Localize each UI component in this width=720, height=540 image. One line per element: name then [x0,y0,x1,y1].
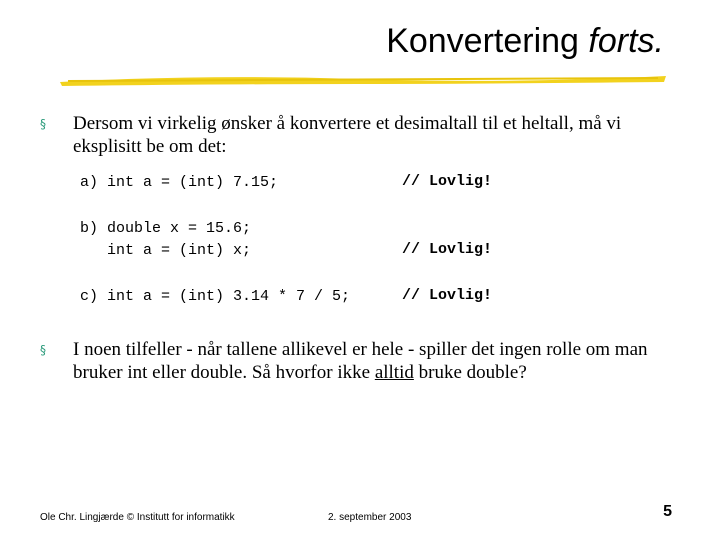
bullet-2 [40,338,680,384]
comment-b: // Lovlig! [402,241,493,258]
footer-author: Ole Chr. Lingjærde © Institutt for informatikk [40,512,235,523]
title-italic: forts. [588,22,664,60]
bullet-marker: § [40,117,46,131]
bullet-2-text-start: I noen tilfeller - når tallene allikevel er hele - spiller det ingen rolle om man bruker int eller double. Så hvorfor ikke [73,339,648,383]
bullet-2-text [73,338,680,384]
comment-a: // Lovlig! [402,173,493,190]
title-main: Konvertering [386,22,589,60]
title-underline-rule [58,70,668,88]
slide-title [386,22,664,61]
bullet-marker: § [40,343,46,357]
code-a: a) int a = (int) 7.15; [80,174,279,191]
page-number: 5 [663,503,672,520]
bullet-2-text-end: bruke double? [413,362,527,383]
comment-c: // Lovlig! [402,287,493,304]
code-b-line1: b) double x = 15.6; [80,220,252,237]
footer-date: 2. september 2003 [328,512,412,523]
code-c: c) int a = (int) 3.14 * 7 / 5; [80,288,351,305]
code-b-line2: int a = (int) x; [80,242,252,259]
bullet-1 [40,112,680,158]
bullet-1-text: Dersom vi virkelig ønsker å konvertere et desimaltall til et heltall, må vi eksplisitt be om det: [73,113,622,157]
underlined-word: alltid [374,362,414,383]
